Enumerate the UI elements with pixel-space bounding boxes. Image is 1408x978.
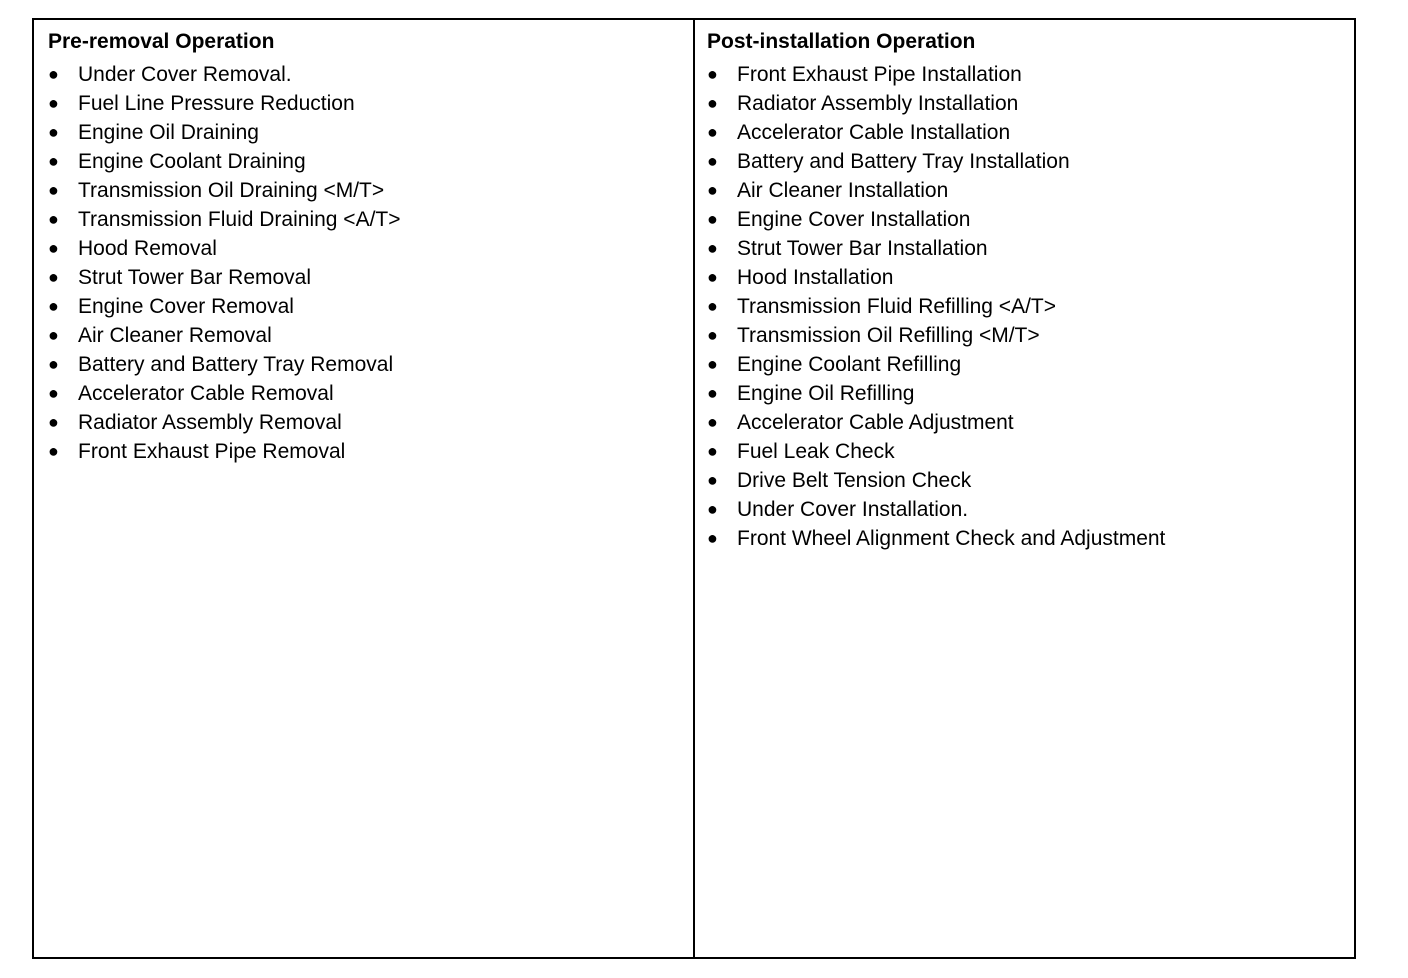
list-item	[48, 379, 683, 408]
list-item	[707, 234, 1344, 263]
list-item-text: Engine Cover Removal	[78, 295, 294, 318]
pre-removal-list	[48, 60, 683, 466]
list-item-text: Accelerator Cable Adjustment	[737, 411, 1014, 434]
operations-table	[32, 18, 1356, 959]
list-item	[707, 60, 1344, 89]
pre-removal-column	[34, 20, 695, 957]
bullet-icon: ●	[48, 180, 59, 200]
list-item	[48, 205, 683, 234]
list-item	[48, 89, 683, 118]
list-item-text: Fuel Line Pressure Reduction	[78, 92, 355, 115]
bullet-icon: ●	[707, 325, 718, 345]
list-item-text: Fuel Leak Check	[737, 440, 895, 463]
bullet-icon: ●	[707, 499, 718, 519]
list-item	[48, 408, 683, 437]
bullet-icon: ●	[707, 238, 718, 258]
list-item-text: Drive Belt Tension Check	[737, 469, 972, 492]
list-item	[707, 147, 1344, 176]
post-installation-title: Post-installation Operation	[707, 30, 976, 53]
list-item	[48, 176, 683, 205]
list-item	[707, 89, 1344, 118]
bullet-icon: ●	[48, 151, 59, 171]
list-item-text: Transmission Fluid Refilling <A/T>	[737, 295, 1056, 318]
list-item-text: Transmission Oil Draining <M/T>	[78, 179, 385, 202]
list-item-text: Hood Installation	[737, 266, 894, 289]
bullet-icon: ●	[707, 383, 718, 403]
bullet-icon: ●	[48, 93, 59, 113]
list-item	[48, 263, 683, 292]
list-item	[707, 350, 1344, 379]
bullet-icon: ●	[48, 412, 59, 432]
bullet-icon: ●	[707, 296, 718, 316]
bullet-icon: ●	[707, 64, 718, 84]
post-installation-list	[707, 60, 1344, 553]
bullet-icon: ●	[48, 296, 59, 316]
bullet-icon: ●	[48, 209, 59, 229]
list-item	[707, 205, 1344, 234]
list-item-text: Strut Tower Bar Installation	[737, 237, 988, 260]
list-item-text: Accelerator Cable Installation	[737, 121, 1011, 144]
list-item	[48, 147, 683, 176]
list-item-text: Transmission Oil Refilling <M/T>	[737, 324, 1040, 347]
bullet-icon: ●	[707, 180, 718, 200]
bullet-icon: ●	[48, 122, 59, 142]
list-item	[707, 524, 1344, 553]
list-item	[707, 292, 1344, 321]
list-item	[707, 118, 1344, 147]
post-installation-column	[695, 20, 1354, 957]
bullet-icon: ●	[707, 470, 718, 490]
bullet-icon: ●	[48, 238, 59, 258]
list-item-text: Engine Coolant Refilling	[737, 353, 962, 376]
bullet-icon: ●	[707, 122, 718, 142]
bullet-icon: ●	[707, 93, 718, 113]
list-item-text: Air Cleaner Removal	[78, 324, 272, 347]
pre-removal-title: Pre-removal Operation	[48, 30, 275, 53]
list-item-text: Engine Oil Draining	[78, 121, 259, 144]
bullet-icon: ●	[48, 64, 59, 84]
bullet-icon: ●	[707, 528, 718, 548]
list-item	[48, 234, 683, 263]
list-item	[707, 321, 1344, 350]
list-item	[48, 292, 683, 321]
bullet-icon: ●	[48, 354, 59, 374]
list-item-text: Engine Cover Installation	[737, 208, 971, 231]
list-item-text: Radiator Assembly Removal	[78, 411, 342, 434]
list-item	[707, 379, 1344, 408]
bullet-icon: ●	[707, 412, 718, 432]
list-item	[707, 176, 1344, 205]
bullet-icon: ●	[48, 441, 59, 461]
list-item	[48, 60, 683, 89]
list-item-text: Battery and Battery Tray Removal	[78, 353, 394, 376]
list-item-text: Air Cleaner Installation	[737, 179, 949, 202]
list-item-text: Front Wheel Alignment Check and Adjustment	[737, 527, 1166, 550]
list-item	[48, 350, 683, 379]
bullet-icon: ●	[48, 325, 59, 345]
list-item-text: Transmission Fluid Draining <A/T>	[78, 208, 401, 231]
list-item-text: Under Cover Removal.	[78, 63, 292, 86]
list-item-text: Hood Removal	[78, 237, 217, 260]
bullet-icon: ●	[707, 267, 718, 287]
bullet-icon: ●	[707, 209, 718, 229]
bullet-icon: ●	[707, 441, 718, 461]
list-item	[48, 118, 683, 147]
list-item-text: Strut Tower Bar Removal	[78, 266, 312, 289]
list-item	[707, 466, 1344, 495]
list-item-text: Front Exhaust Pipe Removal	[78, 440, 346, 463]
list-item	[707, 437, 1344, 466]
list-item-text: Engine Coolant Draining	[78, 150, 306, 173]
list-item-text: Under Cover Installation.	[737, 498, 969, 521]
list-item-text: Accelerator Cable Removal	[78, 382, 334, 405]
bullet-icon: ●	[707, 354, 718, 374]
bullet-icon: ●	[48, 267, 59, 287]
bullet-icon: ●	[707, 151, 718, 171]
list-item	[707, 263, 1344, 292]
list-item	[48, 437, 683, 466]
bullet-icon: ●	[48, 383, 59, 403]
list-item	[707, 495, 1344, 524]
list-item-text: Front Exhaust Pipe Installation	[737, 63, 1022, 86]
list-item-text: Radiator Assembly Installation	[737, 92, 1019, 115]
list-item-text: Battery and Battery Tray Installation	[737, 150, 1070, 173]
list-item-text: Engine Oil Refilling	[737, 382, 915, 405]
list-item	[707, 408, 1344, 437]
list-item	[48, 321, 683, 350]
